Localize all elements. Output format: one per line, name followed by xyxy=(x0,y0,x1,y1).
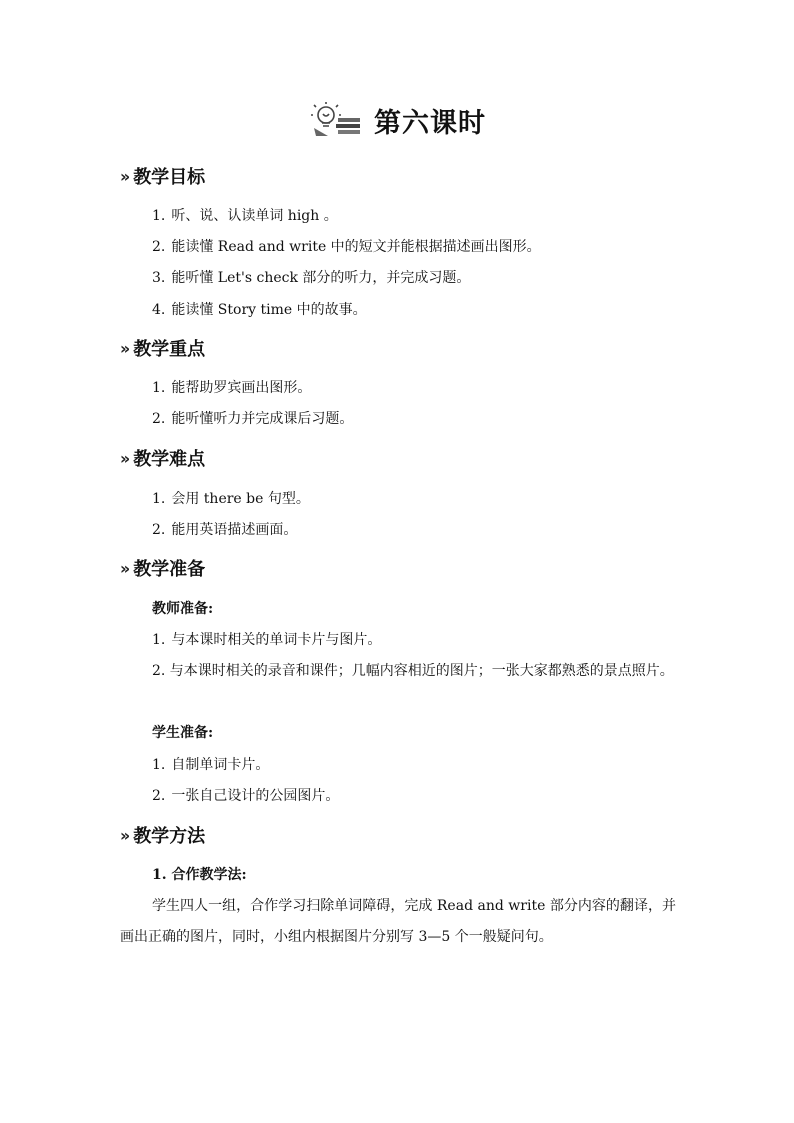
section-heading-difficulties xyxy=(120,445,205,471)
section-title: 教学目标 xyxy=(133,167,206,188)
list-item: 2. 一张自己设计的公园图片。 xyxy=(152,788,340,804)
list-item: 2. 能读懂 Read and write 中的短文并能根据描述画出图形。 xyxy=(152,239,541,255)
list-item: 2. 能听懂听力并完成课后习题。 xyxy=(152,411,354,427)
list-item: 1. 会用 there be 句型。 xyxy=(152,491,310,507)
list-item: 1. 与本课时相关的单词卡片与图片。 xyxy=(152,632,382,648)
list-item: 1. 听、说、认读单词 high 。 xyxy=(152,208,338,224)
section-heading-methods xyxy=(120,822,205,848)
list-item: 4. 能读懂 Story time 中的故事。 xyxy=(152,302,367,318)
list-item: 1. 能帮助罗宾画出图形。 xyxy=(152,380,312,396)
section-title: 教学重点 xyxy=(133,339,206,360)
method-label: 1. 合作教学法: xyxy=(152,867,247,883)
list-item: 3. 能听懂 Let's check 部分的听力，并完成习题。 xyxy=(152,270,471,286)
section-heading-keys xyxy=(120,335,205,361)
section-title: 教学难点 xyxy=(133,449,206,470)
section-heading-goals xyxy=(120,163,205,189)
double-chevron-icon: ›› xyxy=(120,166,128,186)
section-title: 教学准备 xyxy=(133,559,206,580)
double-chevron-icon: ›› xyxy=(120,558,128,578)
title-area xyxy=(0,98,794,142)
section-title: 教学方法 xyxy=(133,826,206,847)
lightbulb-books-icon xyxy=(308,102,364,138)
teacher-prep-label: 教师准备: xyxy=(152,601,214,617)
section-heading-prep xyxy=(120,555,205,581)
double-chevron-icon: ›› xyxy=(120,825,128,845)
page-title: 第六课时 xyxy=(374,107,486,139)
double-chevron-icon: ›› xyxy=(120,448,128,468)
student-prep-label: 学生准备: xyxy=(152,725,214,741)
list-item: 1. 自制单词卡片。 xyxy=(152,757,270,773)
list-item: 2. 能用英语描述画面。 xyxy=(152,522,298,538)
teacher-prep-item-2: 2. 与本课时相关的录音和课件；几幅内容相近的图片；一张大家都熟悉的景点照片。 xyxy=(152,663,674,679)
double-chevron-icon: ›› xyxy=(120,338,128,358)
method-paragraph: 学生四人一组，合作学习扫除单词障碍，完成 Read and write 部分内容的翻译，并画出正确的图片，同时，小组内根据图片分别写 3—5 个一般疑问句。 xyxy=(120,898,676,945)
